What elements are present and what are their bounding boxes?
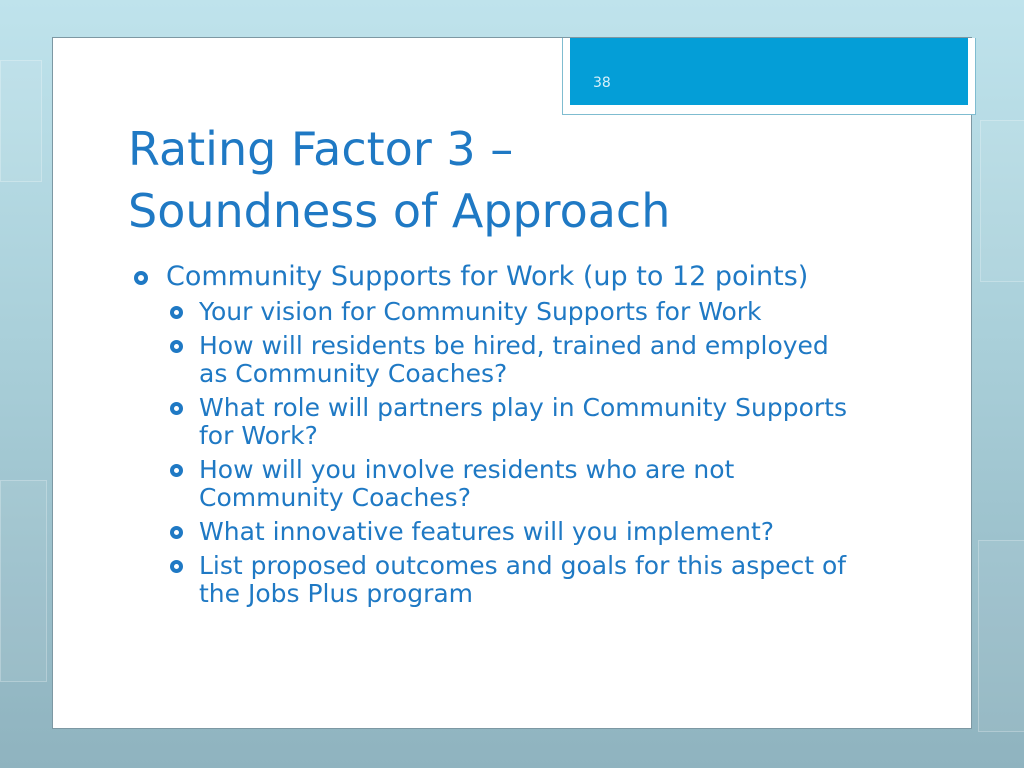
hollow-circle-bullet-icon: [170, 464, 183, 477]
sub-bullet-text: What innovative features will you implement?: [199, 517, 775, 546]
sub-bullet-item: [134, 518, 854, 546]
background-tile: [0, 480, 47, 682]
slide-title-line-1: Rating Factor 3 –: [128, 122, 514, 176]
sub-bullet-text: What role will partners play in Community Supports for Work?: [199, 393, 848, 450]
bullet-text: Community Supports for Work (up to 12 points): [166, 261, 809, 292]
sub-bullet-item: [134, 298, 854, 326]
hollow-circle-bullet-icon: [170, 306, 183, 319]
bullet-item: [134, 262, 854, 292]
slide-number-tab-fill: [570, 38, 968, 105]
slide-number-tab: [562, 38, 976, 115]
hollow-circle-bullet-icon: [134, 271, 148, 285]
slide-title-line-2: Soundness of Approach: [128, 184, 671, 238]
sub-bullet-text: How will you involve residents who are not Community Coaches?: [199, 455, 735, 512]
slide-title: [128, 118, 888, 242]
background-tile: [980, 120, 1024, 282]
slide-content: [134, 262, 854, 608]
background-tile: [0, 60, 42, 182]
hollow-circle-bullet-icon: [170, 402, 183, 415]
hollow-circle-bullet-icon: [170, 560, 183, 573]
slide-number: 38: [593, 75, 611, 91]
hollow-circle-bullet-icon: [170, 526, 183, 539]
sub-bullet-text: Your vision for Community Supports for Work: [199, 297, 762, 326]
sub-bullet-text: List proposed outcomes and goals for this aspect of the Jobs Plus program: [199, 551, 847, 608]
sub-bullet-item: [134, 394, 854, 450]
background-tile: [978, 540, 1024, 732]
hollow-circle-bullet-icon: [170, 340, 183, 353]
sub-bullet-item: [134, 552, 854, 608]
sub-bullet-item: [134, 456, 854, 512]
sub-bullet-text: How will residents be hired, trained and employed as Community Coaches?: [199, 331, 829, 388]
sub-bullet-item: [134, 332, 854, 388]
